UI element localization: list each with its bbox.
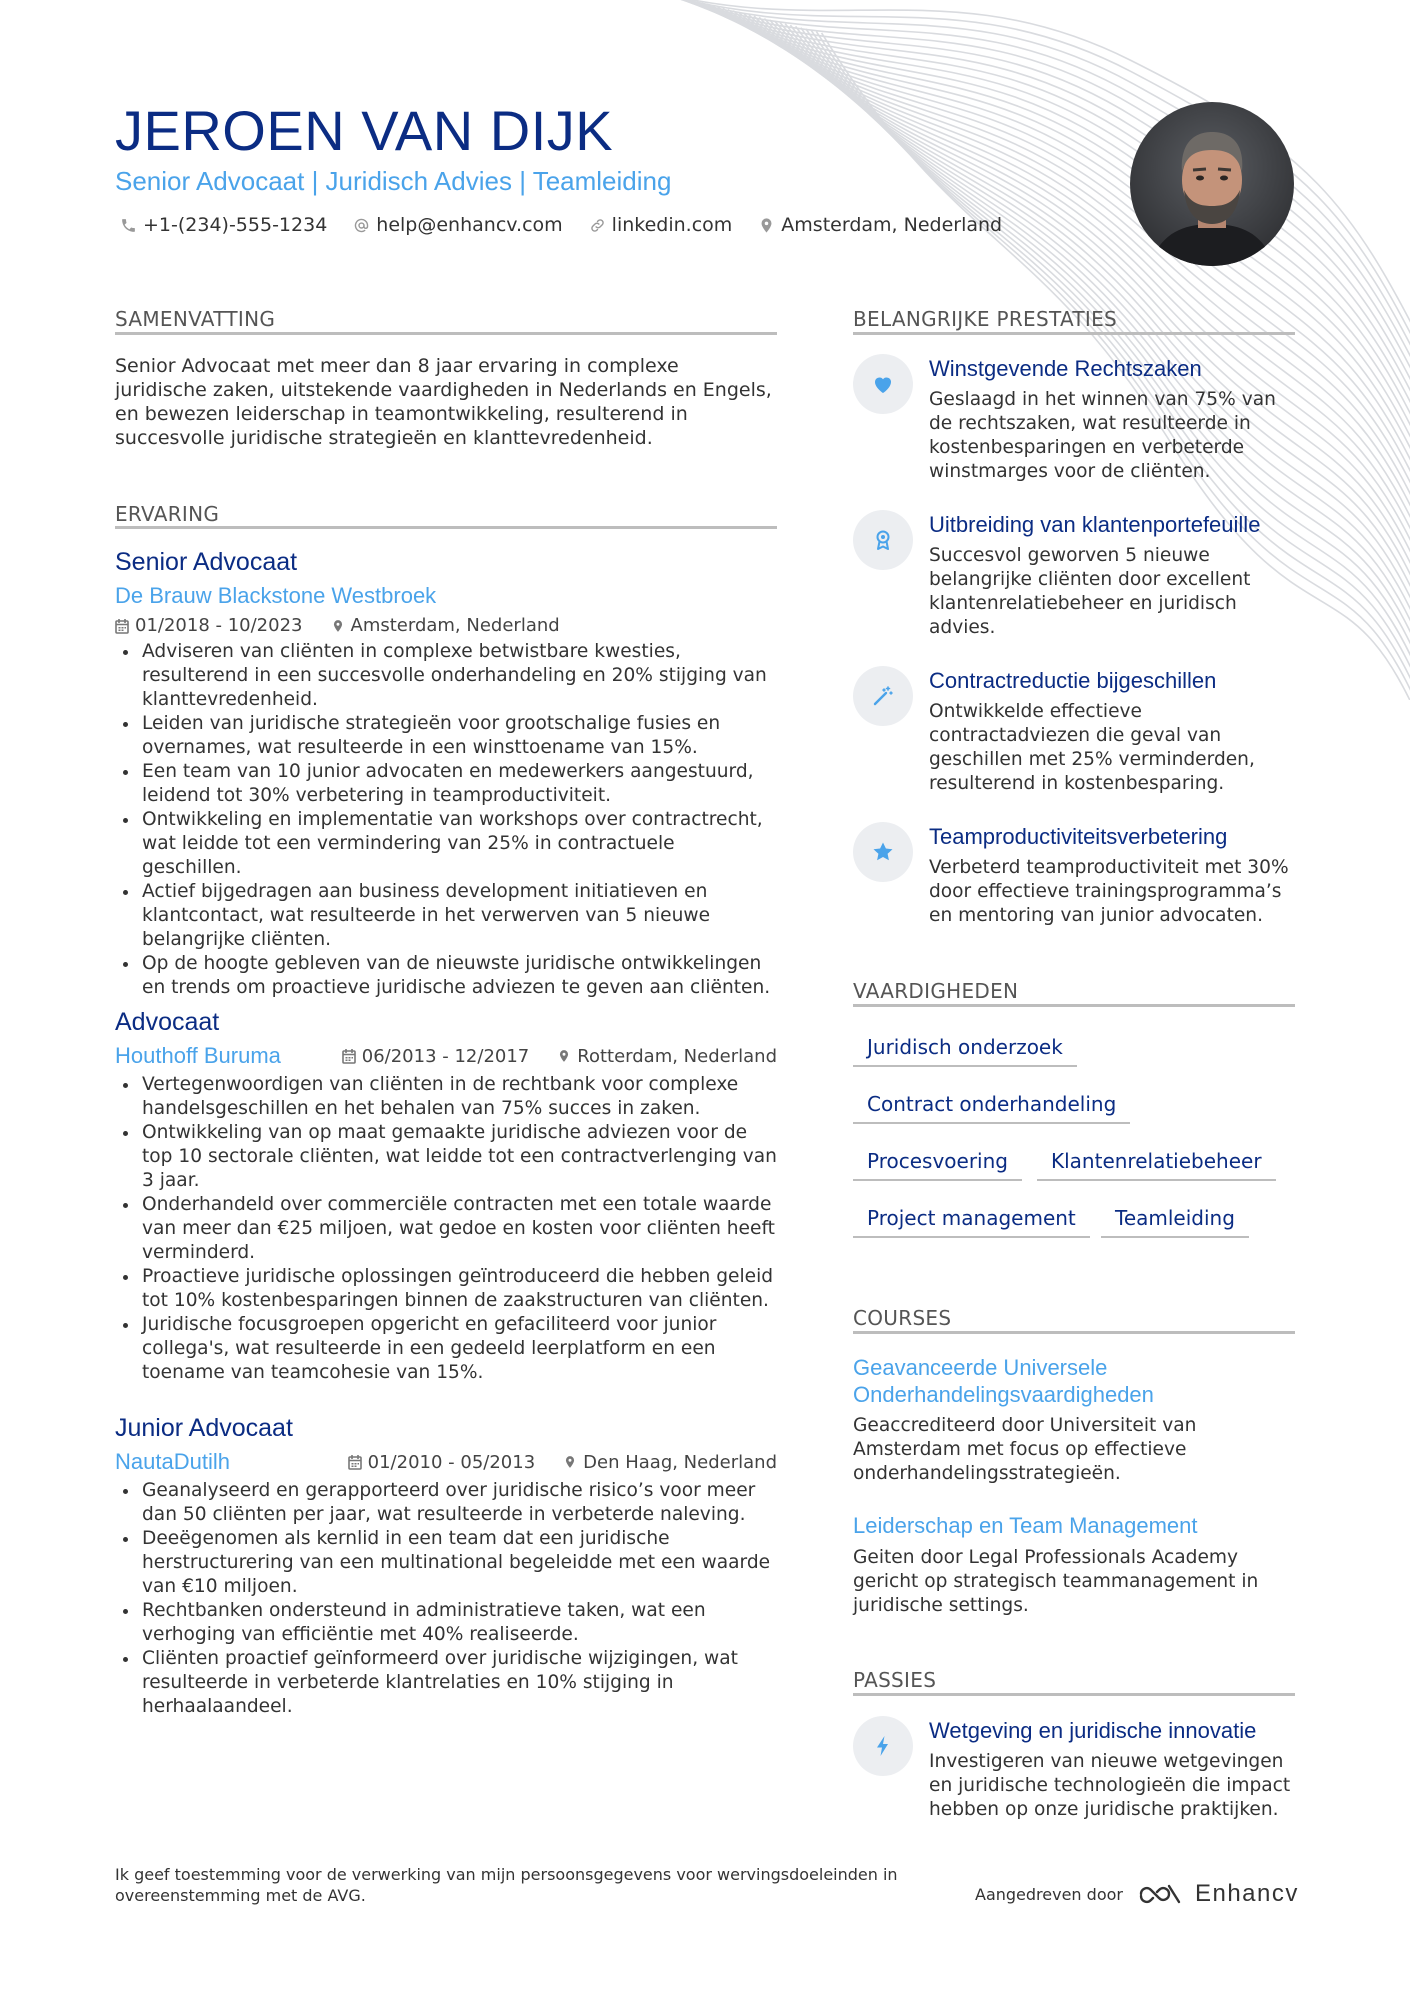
achievement-desc: Verbeterd teamproductiviteit met 30% door effectieve trainingsprogramma’s en mentoring van junior advocaten.: [929, 857, 1289, 926]
achievement-title: Contractreductie bijgeschillen: [929, 668, 1217, 693]
course-desc: Geiten door Legal Professionals Academy gericht op strategisch teammanagement in juridische settings.: [853, 1547, 1259, 1616]
heart-icon: [871, 372, 895, 396]
job-location: Den Haag, Nederland: [583, 1451, 777, 1473]
list-item: Cliënten proactief geïnformeerd over juridische wijzigingen, wat resulteerde in verbeterde klantrelaties en 10% stijging in herhaalaandeel.: [115, 1647, 777, 1719]
job-meta: [348, 1452, 777, 1473]
job-title: Senior Advocaat: [115, 548, 298, 576]
list-item: Adviseren van cliënten in complexe betwistbare kwesties, resulterend in een succesvolle onderhandeling en 20% stijging van klanttevredenheid.: [115, 640, 777, 712]
achievement-title: Teamproductiviteitsverbetering: [929, 824, 1228, 849]
company-name: De Brauw Blackstone Westbroek: [115, 583, 437, 608]
lightning-icon: [871, 1734, 895, 1758]
contact-bar: [120, 214, 1002, 236]
section-title-summary: SAMENVATTING: [115, 307, 276, 331]
section-divider: [853, 332, 1295, 335]
star-icon: [871, 840, 895, 864]
wave-line: [650, 0, 1410, 360]
achievement-icon-badge: [853, 822, 913, 882]
achievement-icon-badge: [853, 510, 913, 570]
location-pin-icon: [563, 1454, 577, 1470]
company-name: Houthoff Buruma: [115, 1043, 281, 1068]
list-item: Rechtbanken ondersteund in administratieve taken, wat een verhoging van efficiëntie met 40% realiseerde.: [115, 1599, 777, 1647]
calendar-icon: [115, 618, 129, 634]
skill-tag: Contract onderhandeling: [853, 1092, 1130, 1124]
experience-entry: [115, 548, 777, 1000]
contact-location: [758, 214, 1002, 236]
list-item: Een team van 10 junior advocaten en medewerkers aangestuurd, leidend tot 30% verbetering in teamproductiviteit.: [115, 760, 777, 808]
achievement-icon-badge: [853, 666, 913, 726]
contact-email[interactable]: [353, 214, 562, 236]
powered-by-label: Aangedreven door: [975, 1884, 1123, 1904]
experience-entry: [115, 1008, 777, 1385]
achievement-icon-badge: [853, 354, 913, 414]
section-title-experience: ERVARING: [115, 502, 220, 526]
list-item: Vertegenwoordigen van cliënten in de rechtbank voor complexe handelsgeschillen en het behalen van 75% succes in zaken.: [115, 1073, 777, 1121]
job-dates: 01/2010 - 05/2013: [367, 1451, 536, 1473]
job-meta: [342, 1046, 777, 1067]
calendar-icon: [342, 1048, 356, 1064]
section-title-passions: PASSIES: [853, 1668, 937, 1692]
achievement-title: Uitbreiding van klantenportefeuille: [929, 512, 1261, 537]
section-divider: [115, 526, 777, 529]
job-location: Amsterdam, Nederland: [350, 615, 560, 636]
candidate-name: JEROEN VAN DIJK: [115, 99, 614, 162]
location-pin-icon: [557, 1048, 571, 1064]
link-icon: [589, 217, 606, 234]
passion-desc: Investigeren van nieuwe wetgevingen en juridische technologieën die impact hebben op onze juridische praktijken.: [929, 1751, 1291, 1820]
contact-phone-text: +1-(234)-555-1234: [143, 214, 328, 236]
location-pin-icon: [331, 618, 345, 634]
list-item: Ontwikkeling van op maat gemaakte juridische adviezen voor de top 10 sectorale cliënten, wat leidde tot een contractverlenging van 3 jaar.: [115, 1121, 777, 1193]
achievement-title: Winstgevende Rechtszaken: [929, 356, 1202, 381]
powered-by[interactable]: [975, 1880, 1299, 1908]
summary-text: Senior Advocaat met meer dan 8 jaar ervaring in complexe juridische zaken, uitstekende vaardigheden in Nederlands en Engels, en bewezen leiderschap in teamontwikkeling, resulterend in succesvolle juridische strategieën en klanttevredenheid.: [115, 355, 772, 449]
section-divider: [853, 1693, 1295, 1696]
section-title-skills: VAARDIGHEDEN: [853, 979, 1019, 1003]
list-item: Ontwikkeling en implementatie van workshops over contractrecht, wat leidde tot een vermindering van 25% in contractuele geschillen.: [115, 808, 777, 880]
contact-location-text: Amsterdam, Nederland: [781, 214, 1003, 236]
section-divider: [853, 1331, 1295, 1334]
section-divider: [853, 1004, 1295, 1007]
list-item: Leiden van juridische strategieën voor grootschalige fusies en overnames, wat resulteerde in een winsttoename van 15%.: [115, 712, 777, 760]
course-desc: Geaccrediteerd door Universiteit van Amsterdam met focus op effectieve onderhandelingsstrategieën.: [853, 1415, 1197, 1484]
job-meta: [115, 615, 777, 636]
wave-line: [749, 15, 1410, 583]
job-title: Advocaat: [115, 1008, 220, 1036]
achievement-desc: Ontwikkelde effectieve contractadviezen die geval van geschillen met 25% verminderden, resulterend in kostenbesparing.: [929, 701, 1255, 794]
wave-line: [754, 16, 1410, 594]
section-title-courses: COURSES: [853, 1306, 952, 1330]
list-item: Actief bijgedragen aan business development initiatieven en klantcontact, wat resulteerde in het verwerven van 5 nieuwe belangrijke cliënten.: [115, 880, 777, 952]
achievement-desc: Geslaagd in het winnen van 75% van de rechtszaken, wat resulteerde in kostenbesparingen en verbeterde winstmarges voor de cliënten.: [929, 389, 1276, 482]
skill-tag: Klantenrelatiebeheer: [1037, 1149, 1276, 1181]
contact-email-text: help@enhancv.com: [376, 214, 563, 236]
skill-tag: Project management: [853, 1206, 1090, 1238]
job-title: Junior Advocaat: [115, 1414, 293, 1442]
at-icon: [353, 217, 370, 234]
magic-wand-icon: [871, 684, 895, 708]
contact-phone[interactable]: [120, 214, 327, 236]
list-item: Proactieve juridische oplossingen geïntroduceerd die hebben geleid tot 10% kostenbesparingen binnen de zaakstructuren van cliënten.: [115, 1265, 777, 1313]
award-ribbon-icon: [871, 528, 895, 552]
passion-icon-badge: [853, 1716, 913, 1776]
list-item: Juridische focusgroepen opgericht en gefaciliteerd voor junior collega's, wat resulteerde in een gedeeld leerplatform en een toename van teamcohesie van 15%.: [115, 1313, 777, 1385]
list-item: Geanalyseerd en gerapporteerd over juridische risico’s voor meer dan 50 cliënten per jaar, wat resulteerde in verbeterde naleving.: [115, 1479, 777, 1527]
company-name: NautaDutilh: [115, 1449, 230, 1474]
calendar-icon: [348, 1454, 362, 1470]
skill-tag: Teamleiding: [1101, 1206, 1249, 1238]
passion-title: Wetgeving en juridische innovatie: [929, 1718, 1257, 1743]
brand-name: Enhancv: [1194, 1880, 1299, 1907]
job-bullets: [115, 640, 777, 1000]
course-title: Leiderschap en Team Management: [853, 1513, 1198, 1538]
job-bullets: [115, 1073, 777, 1385]
list-item: Deeëgenomen als kernlid in een team dat een juridische herstructurering van een multinational begeleidde met een waarde van €10 miljoen.: [115, 1527, 777, 1599]
profile-photo: [1130, 102, 1294, 266]
course-title: Geavanceerde Universele Onderhandelingsvaardigheden: [853, 1355, 1154, 1407]
phone-icon: [120, 217, 137, 234]
job-dates: 06/2013 - 12/2017: [361, 1045, 530, 1067]
wave-line: [666, 0, 1410, 395]
consent-note: Ik geef toestemming voor de verwerking van mijn persoonsgegevens voor wervingsdoeleinden in overeenstemming met de AVG.: [115, 1865, 898, 1905]
candidate-subtitle: Senior Advocaat | Juridisch Advies | Teamleiding: [115, 166, 672, 196]
location-pin-icon: [758, 217, 775, 234]
list-item: Onderhandeld over commerciële contracten met een totale waarde van meer dan €25 miljoen, wat gedoe en kosten voor cliënten heeft verminderd.: [115, 1193, 777, 1265]
experience-entry: [115, 1414, 777, 1719]
wave-line: [671, 0, 1410, 407]
enhancv-logo-icon: [1135, 1881, 1183, 1907]
job-location: Rotterdam, Nederland: [577, 1045, 777, 1067]
skill-tag: Juridisch onderzoek: [853, 1035, 1077, 1067]
section-divider: [115, 332, 777, 335]
contact-linkedin[interactable]: [589, 214, 733, 236]
achievement-desc: Succesvol geworven 5 nieuwe belangrijke cliënten door excellent klantenrelatiebeheer en juridisch advies.: [929, 545, 1251, 638]
skill-tag: Procesvoering: [853, 1149, 1022, 1181]
list-item: Op de hoogte gebleven van de nieuwste juridische ontwikkelingen en trends om proactieve juridische adviezen te geven aan cliënten.: [115, 952, 777, 1000]
contact-linkedin-text: linkedin.com: [611, 214, 733, 236]
wave-line: [744, 13, 1410, 570]
job-dates: 01/2018 - 10/2023: [135, 615, 303, 636]
section-title-achievements: BELANGRIJKE PRESTATIES: [853, 307, 1118, 331]
job-bullets: [115, 1479, 777, 1719]
